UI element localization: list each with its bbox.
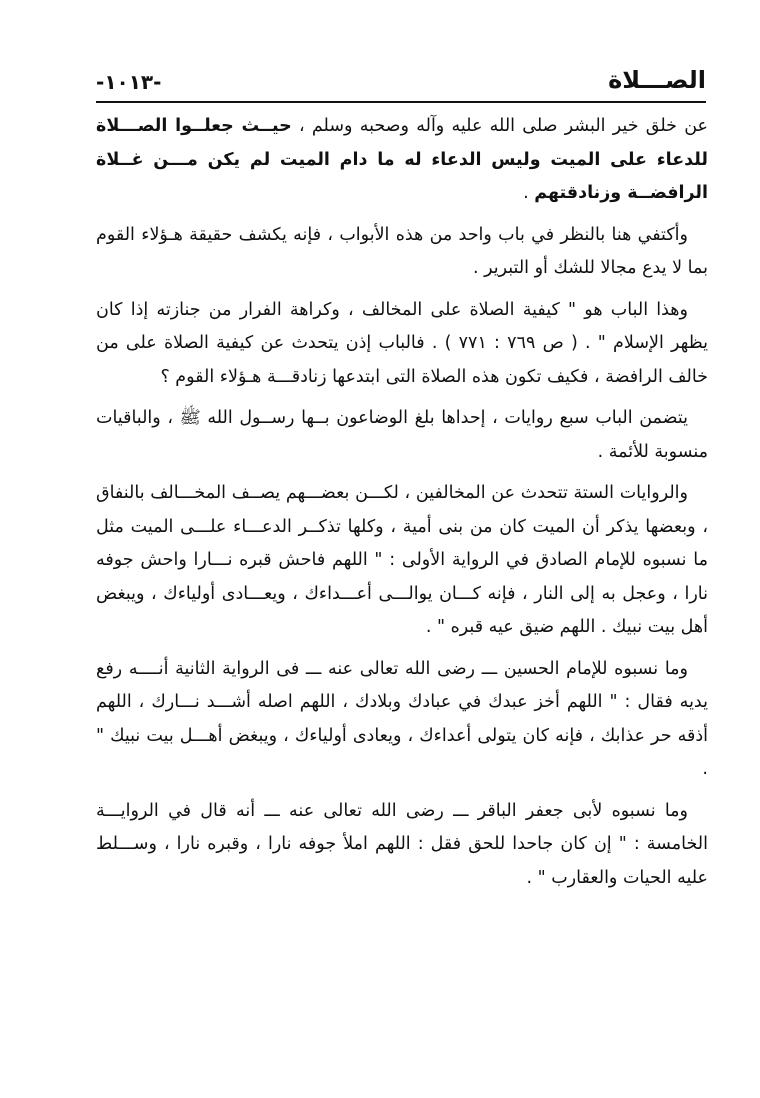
- paragraph-1-end: .: [523, 183, 535, 203]
- paragraph-3: وهذا الباب هو " كيفية الصلاة على المخالف ، وكراهة الفرار من جنازته إذا كان يظهر الإسلام " . ( ص ٧٦٩ : ٧٧١ ) . فالباب إذن يتحدث عن كيفية الصلاة على من خالف الرافضة ، فكيف تكون هذه الصلاة التى ابتدعها زنادقـــة هـؤلاء القوم ؟: [96, 299, 708, 387]
- chapter-title: الصـــلاة: [608, 66, 706, 94]
- body-text: [96, 110, 708, 903]
- paragraph-1-normal: عن خلق خير البشر صلى الله عليه وآله وصحبه وسلم ،: [291, 116, 708, 136]
- paragraph-7: وما نسبوه لأبى جعفر الباقر ـــ رضى الله تعالى عنه ـــ أنه قال في الروايـــة الخامسة : " إن كان جاحدا للحق فقل : اللهم املأ جوفه نارا ، وقبره نارا ، وســـلط عليه الحيات والعقارب " .: [96, 800, 708, 888]
- paragraph-6: وما نسبوه للإمام الحسين ـــ رضى الله تعالى عنه ـــ فى الرواية الثانية أنــــه رفع يديه فقال : " اللهم أخز عبدك في عبادك وبلادك ، اللهم اصله أشـــد نـــارك ، اللهم أذقه حر عذابك ، فإنه كان يتولى أعداءك ، ويعادى أولياءك ، ويبغض أهـــل بيت نبيك " .: [96, 658, 708, 779]
- page-number: -١٠١٣-: [96, 70, 162, 94]
- paragraph-1: [96, 110, 708, 211]
- paragraph-2: وأكتفي هنا بالنظر في باب واحد من هذه الأبواب ، فإنه يكشف حقيقة هـؤلاء القوم بما لا يدع مجالا للشك أو التبرير .: [96, 224, 708, 278]
- paragraph-1-bold: حيــث جعلــوا الصـــلاة للدعاء على الميت وليس الدعاء له ما دام الميت لم يكن مـــن غــلاة الرافضــة وزنادقتهم: [96, 116, 708, 203]
- header-divider: [96, 101, 706, 103]
- paragraph-4: يتضمن الباب سبع روايات ، إحداها بلغ الوضاعون بــها رســول الله ﷺ ، والباقيات منسوبة للأئمة .: [96, 408, 708, 462]
- page-header: [96, 64, 706, 98]
- paragraph-5: والروايات الستة تتحدث عن المخالفين ، لكـــن بعضـــهم يصــف المخـــالف بالنفاق ، وبعضها يذكر أن الميت كان من بنى أمية ، وكلها تذكــر الدعـــاء علـــى الميت مثل ما نسبوه للإمام الصادق في الرواية الأولى : " اللهم فاحش قبره نـــارا واحش جوفه نارا ، وعجل به إلى النار ، فإنه كـــان يوالـــى أعـــداءك ، ويعـــادى أولياءك ، ويبغض أهل بيت نبيك . اللهم ضيق عيه قبره " .: [96, 483, 708, 637]
